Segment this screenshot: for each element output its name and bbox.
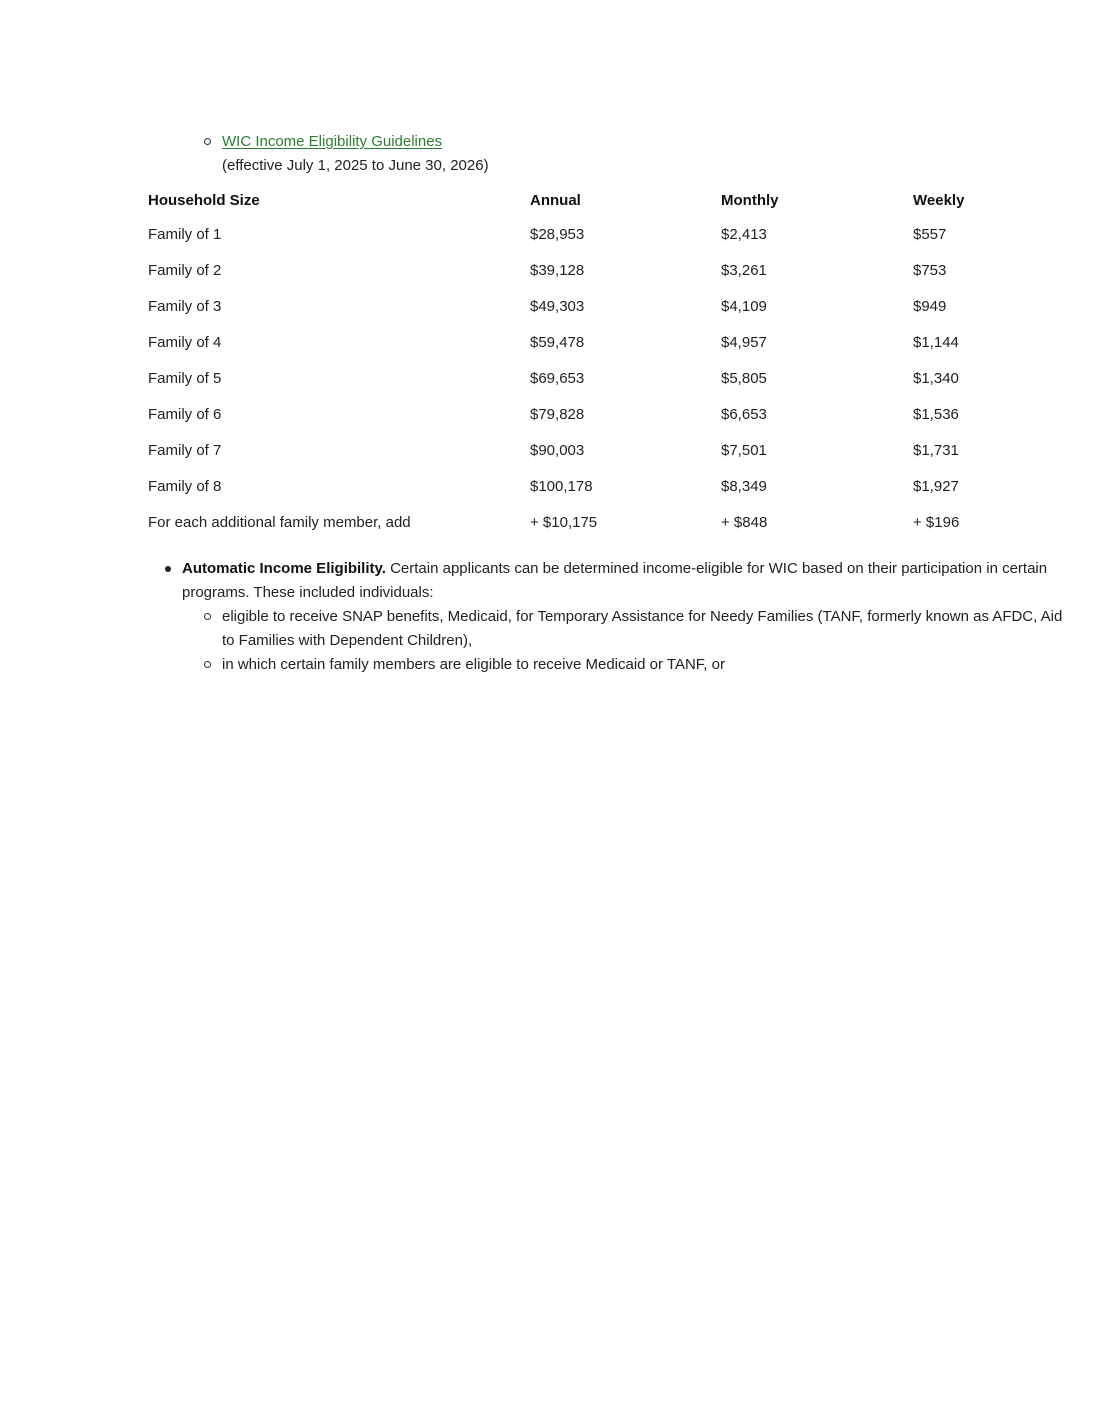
cell-monthly: + $848 — [721, 514, 768, 531]
cell-household-size: Family of 4 — [148, 334, 222, 351]
guidelines-link[interactable]: WIC Income Eligibility Guidelines — [222, 133, 443, 150]
cell-monthly: $8,349 — [721, 478, 767, 495]
cell-annual: $59,478 — [530, 334, 585, 351]
cell-household-size: Family of 8 — [148, 478, 222, 495]
cell-annual: + $10,175 — [530, 514, 598, 531]
header-annual: Annual — [530, 192, 581, 209]
table-row — [148, 397, 1078, 433]
cell-household-size: Family of 2 — [148, 262, 222, 279]
guidelines-item — [204, 130, 1078, 178]
cell-monthly: $7,501 — [721, 442, 767, 459]
cell-annual: $39,128 — [530, 262, 585, 279]
cell-monthly: $6,653 — [721, 406, 767, 423]
automatic-eligibility-text: Certain applicants can be determined income-eligible for WIC based on their participation in certain programs. These included individuals: — [182, 560, 1048, 601]
automatic-eligibility-title: Automatic Income Eligibility. — [182, 560, 386, 577]
cell-annual: $49,303 — [530, 298, 585, 315]
cell-household-size: Family of 6 — [148, 406, 222, 423]
automatic-eligibility-item — [164, 557, 1078, 677]
list-item: eligible to receive SNAP benefits, Medicaid, for Temporary Assistance for Needy Families (TANF, formerly known as AFDC, Aid to Families with Dependent Children), — [204, 605, 1078, 653]
header-household-size: Household Size — [148, 192, 260, 209]
cell-monthly: $2,413 — [721, 226, 767, 243]
cell-household-size: Family of 5 — [148, 370, 222, 387]
income-table — [148, 185, 1078, 541]
cell-annual: $79,828 — [530, 406, 585, 423]
table-row — [148, 217, 1078, 253]
cell-annual: $90,003 — [530, 442, 585, 459]
cell-monthly: $3,261 — [721, 262, 767, 279]
cell-annual: $69,653 — [530, 370, 585, 387]
eligibility-sublist — [204, 605, 1078, 677]
cell-weekly: $753 — [913, 262, 947, 279]
effective-dates: (effective July 1, 2025 to June 30, 2026) — [222, 157, 489, 174]
cell-annual: $28,953 — [530, 226, 585, 243]
cell-household-size: For each additional family member, add — [148, 514, 411, 531]
table-row — [148, 253, 1078, 289]
header-weekly: Weekly — [913, 192, 965, 209]
cell-household-size: Family of 7 — [148, 442, 222, 459]
table-row — [148, 469, 1078, 505]
guidelines-list — [204, 130, 1078, 178]
table-row — [148, 289, 1078, 325]
cell-annual: $100,178 — [530, 478, 593, 495]
cell-weekly: $1,340 — [913, 370, 959, 387]
list-item: in which certain family members are eligible to receive Medicaid or TANF, or — [204, 653, 1078, 677]
table-row — [148, 325, 1078, 361]
cell-household-size: Family of 3 — [148, 298, 222, 315]
cell-monthly: $5,805 — [721, 370, 767, 387]
cell-household-size: Family of 1 — [148, 226, 222, 243]
table-header-row — [148, 185, 1078, 217]
cell-weekly: $1,536 — [913, 406, 959, 423]
cell-weekly: $949 — [913, 298, 947, 315]
cell-weekly: $557 — [913, 226, 947, 243]
automatic-eligibility-list — [164, 557, 1078, 677]
cell-weekly: + $196 — [913, 514, 960, 531]
cell-monthly: $4,957 — [721, 334, 767, 351]
table-row — [148, 505, 1078, 541]
table-row — [148, 433, 1078, 469]
cell-weekly: $1,144 — [913, 334, 959, 351]
header-monthly: Monthly — [721, 192, 779, 209]
document-content — [148, 130, 1078, 677]
table-row — [148, 361, 1078, 397]
cell-monthly: $4,109 — [721, 298, 767, 315]
cell-weekly: $1,927 — [913, 478, 959, 495]
cell-weekly: $1,731 — [913, 442, 959, 459]
